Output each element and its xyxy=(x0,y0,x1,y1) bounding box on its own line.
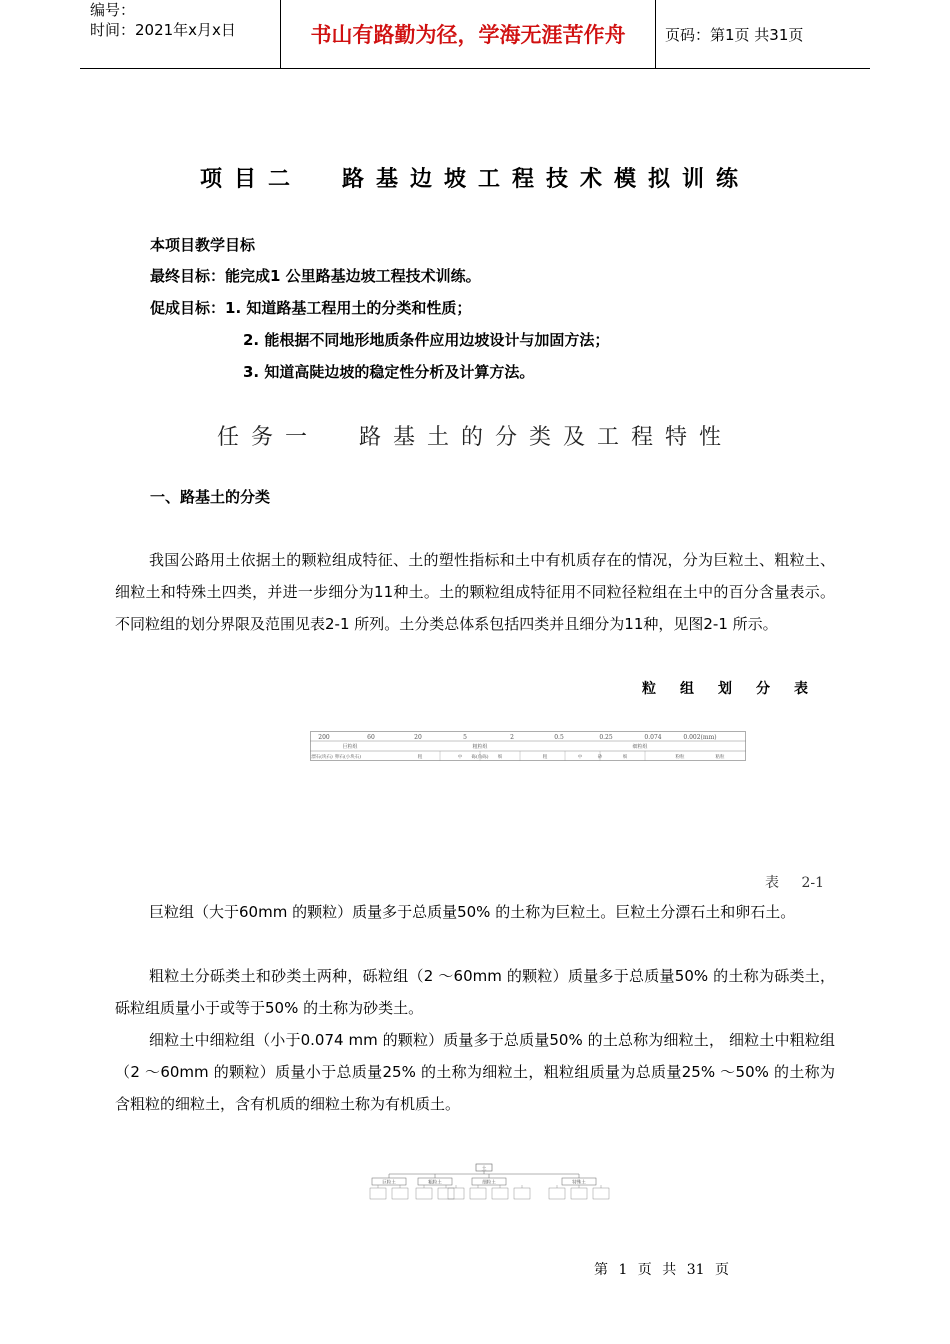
project-title-text: 路基边坡工程技术模拟训练 xyxy=(342,167,751,192)
fraction-label: 粗 xyxy=(542,755,548,760)
tree-leaf-box xyxy=(571,1188,587,1199)
table-title: 粒组划分表 xyxy=(642,681,832,697)
page-footer: 第 1 页 共 31 页 xyxy=(594,1262,729,1278)
tree-leaf-box xyxy=(549,1188,565,1199)
subgroup-label: 漂石(块石) xyxy=(311,755,333,760)
boundary-label: 0.074 xyxy=(644,734,662,741)
tree-leaf-box xyxy=(492,1188,508,1199)
paragraph-giant-grain: 巨粒组（大于60mm 的颗粒）质量多于总质量50% 的土称为巨粒土。巨粒土分漂石土和卵石土。 xyxy=(149,903,796,921)
enabling-objective-1: 促成目标：1. 知道路基工程用土的分类和性质； xyxy=(150,299,472,317)
group-label: 粗粒组 xyxy=(472,744,488,750)
subgroup-label: 粘粒 xyxy=(715,755,725,760)
task-title-text: 路基土的分类及工程特性 xyxy=(359,425,734,450)
tree-leaf-box xyxy=(514,1188,530,1199)
objectives-heading: 本项目教学目标 xyxy=(150,236,256,254)
fraction-label: 细 xyxy=(622,755,628,760)
soil-classification-diagram xyxy=(365,1163,625,1203)
subgroup-label: 砾(角砾) xyxy=(471,755,489,760)
subgroup-label: 卵石(小块石) xyxy=(334,755,362,760)
boundary-label: 60 xyxy=(367,734,375,741)
boundary-label: 20 xyxy=(414,734,422,741)
boundary-label: 0.002(mm) xyxy=(683,734,717,741)
fraction-label: 细 xyxy=(497,755,503,760)
tree-leaf-box xyxy=(470,1188,486,1199)
tree-leaf-box xyxy=(438,1188,454,1199)
grain-size-table-figure xyxy=(310,731,746,761)
final-objective: 最终目标：能完成1 公里路基边坡工程技术训练。 xyxy=(150,267,481,285)
page-info: 页码：第1页 共31页 xyxy=(665,25,804,44)
project-title xyxy=(0,162,950,193)
boundary-label: 0.25 xyxy=(599,734,613,741)
tree-leaf-box xyxy=(416,1188,432,1199)
motto: 书山有路勤为径，学海无涯苦作舟 xyxy=(281,0,656,68)
section-heading: 一、路基土的分类 xyxy=(150,488,271,506)
tree-root-label: 土 xyxy=(481,1166,487,1172)
project-title-number: 项目二 xyxy=(199,167,302,192)
tree-class-label: 特殊土 xyxy=(572,1180,586,1186)
boundary-label: 200 xyxy=(318,734,330,741)
fraction-label: 中 xyxy=(457,755,463,760)
tree-leaf-box xyxy=(448,1188,464,1199)
enabling-objective-2: 2. 能根据不同地形地质条件应用边坡设计与加固方法； xyxy=(243,331,610,349)
boundary-label: 5 xyxy=(463,734,467,741)
group-label: 细粒组 xyxy=(632,744,648,750)
paragraph-fine-grain: 细粒土中细粒组（小于0.074 mm 的颗粒）质量多于总质量50% 的土总称为细粒土， 细粒土中粗粒组 （2 ～60mm 的颗粒）质量小于总质量25% 的土称为细粒土，粗粒组质量为总质量25% ～50% 的土称为含粗粒的细粒土，含有机质的细粒土称为有机质土。 xyxy=(115,1031,835,1113)
boundary-label: 0.5 xyxy=(554,734,564,741)
tree-class-label: 细粒土 xyxy=(482,1180,496,1186)
group-label: 巨粒组 xyxy=(342,744,358,750)
code-label: 编号： xyxy=(90,1,136,19)
header-meta-cell xyxy=(80,0,281,68)
table-number: 表 2-1 xyxy=(765,875,824,891)
task-title xyxy=(0,420,950,451)
subgroup-label: 砂 xyxy=(597,755,603,760)
time-label: 时间：2021年x月x日 xyxy=(90,21,236,39)
subgroup-label: 粉粒 xyxy=(675,755,685,760)
tree-class-label: 巨粒土 xyxy=(382,1180,396,1186)
tree-leaf-box xyxy=(392,1188,408,1199)
paragraph-intro: 我国公路用土依据土的颗粒组成特征、土的塑性指标和土中有机质存在的情况，分为巨粒土、粗粒土、细粒土和特殊土四类，并进一步细分为11种土。土的颗粒组成特征用不同粒径粒组在土中的百分含量表示。不同粒组的划分界限及范围见表2-1 所列。土分类总体系包括四类并且细分为11种，见图2-1 所示。 xyxy=(115,551,835,633)
paragraph-coarse-grain: 粗粒土分砾类土和砂类土两种，砾粒组（2 ～60mm 的颗粒）质量多于总质量50% 的土称为砾类土，砾粒组质量小于或等于50% 的土称为砂类土。 xyxy=(115,967,835,1017)
fraction-label: 粗 xyxy=(417,755,423,760)
fraction-label: 中 xyxy=(577,755,583,760)
task-title-number: 任务一 xyxy=(216,425,319,450)
tree-class-label: 粗粒土 xyxy=(428,1180,442,1186)
tree-leaf-box xyxy=(593,1188,609,1199)
enabling-objective-3: 3. 知道高陡边坡的稳定性分析及计算方法。 xyxy=(243,363,535,381)
boundary-label: 2 xyxy=(510,734,514,741)
tree-leaf-box xyxy=(370,1188,386,1199)
page-header xyxy=(80,0,870,69)
